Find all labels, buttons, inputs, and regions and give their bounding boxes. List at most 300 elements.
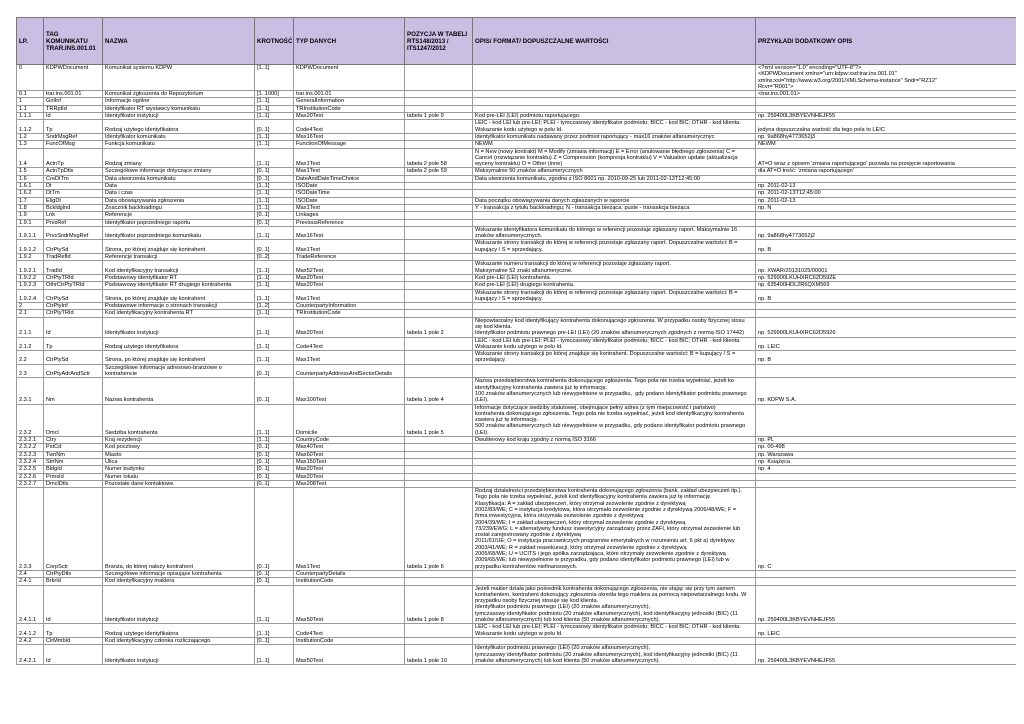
lp-cell: 1.9.1.2 — [17, 240, 44, 254]
tag-cell: CreDtTm — [44, 175, 103, 182]
table-row — [17, 197, 1017, 204]
tag-cell: Id — [44, 645, 103, 665]
typ-danych-cell: CountryCode — [294, 437, 405, 444]
tag-cell: CtrPtyAdrAndSctr — [44, 364, 103, 378]
krotnosc-cell: [0..1] — [255, 578, 294, 585]
table-row — [17, 65, 1017, 91]
opis-cell: Dwuliterowy kod kraju zgodny z normą ISO 3166 — [473, 437, 756, 444]
nazwa-cell: Data — [103, 183, 255, 190]
przyklad-cell: np. Warszawa — [756, 451, 1017, 458]
table-row — [17, 141, 1017, 148]
lp-cell: 0 — [17, 65, 44, 91]
tag-cell: Dt — [44, 183, 103, 190]
przyklad-cell — [756, 310, 1017, 317]
tag-cell: EligDt — [44, 197, 103, 204]
table-row — [17, 317, 1017, 337]
nazwa-cell: Identyfikator instytucji — [103, 113, 255, 120]
opis-cell: NEWM — [473, 141, 756, 148]
lp-cell: 2.3.2.1 — [17, 437, 44, 444]
table-row — [17, 212, 1017, 219]
krotnosc-cell: [0..1] — [255, 444, 294, 451]
lp-cell: 2.3.3 — [17, 488, 44, 571]
krotnosc-cell: [0..1] — [255, 240, 294, 254]
tag-cell: FuncOfMsg — [44, 141, 103, 148]
krotnosc-cell: [0..1] — [255, 570, 294, 577]
nazwa-cell: Identyfikator instytucji — [103, 645, 255, 665]
nazwa-cell: Ulica — [103, 458, 255, 465]
fields-table — [16, 17, 1016, 665]
krotnosc-cell: [1..1] — [255, 351, 294, 365]
lp-cell: 1.2 — [17, 133, 44, 140]
przyklad-cell — [756, 364, 1017, 378]
przyklad-cell: np. 4 — [756, 466, 1017, 473]
lp-cell: 1.1.2 — [17, 120, 44, 134]
opis-cell: Wskazanie strony transakcji do której w referencji pozostaje zgłaszany raport. Dopuszczalne wartości: B = kupujący / S = sprzedający. — [473, 240, 756, 254]
lp-cell: 2.3.2 — [17, 404, 44, 436]
opis-cell: N = New (nowy kontrakt) M = Modify (zmiana informacji) E = Error (anulowanie błędnego zgłoszenia) C = Cancel (rozwiązanie kontraktu) Z = Compression (kompresja kontraktu) V = Valuation update (aktualizacja wyceny kontraktu) O = Other (inne) — [473, 148, 756, 168]
pozycja-cell — [405, 254, 473, 261]
krotnosc-cell: [0..1] — [255, 458, 294, 465]
krotnosc-cell: [1..1] — [255, 289, 294, 303]
typ-danych-cell: ISODate — [294, 183, 405, 190]
pozycja-cell — [405, 240, 473, 254]
typ-danych-cell: Max50Text — [294, 645, 405, 665]
nazwa-cell: Identyfikator poprzedniego raportu — [103, 219, 255, 226]
lp-cell: 2.2 — [17, 351, 44, 365]
opis-cell — [473, 444, 756, 451]
tag-cell: Id — [44, 113, 103, 120]
przyklad-cell: np. N — [756, 204, 1017, 211]
lp-cell: 2.4.2.1 — [17, 645, 44, 665]
pozycja-cell — [405, 451, 473, 458]
tag-cell: TwnNm — [44, 451, 103, 458]
opis-cell: Data początku obowiązywania danych zgłaszanych w raporcie — [473, 197, 756, 204]
lp-cell: 2.1.1 — [17, 317, 44, 337]
typ-danych-cell: Max50Text — [294, 585, 405, 624]
typ-danych-cell: Max20Text — [294, 473, 405, 480]
opis-cell — [473, 254, 756, 261]
przyklad-cell: np. 2011-02-13 — [756, 183, 1017, 190]
krotnosc-cell: [1..1] — [255, 645, 294, 665]
krotnosc-cell: [1..1] — [255, 183, 294, 190]
przyklad-cell: np. 529900LKUHXRC62D592E — [756, 274, 1017, 281]
tag-cell: CtrPtyTRId — [44, 274, 103, 281]
typ-danych-cell: Max20Text — [294, 113, 405, 120]
pozycja-cell — [405, 120, 473, 134]
lp-cell: 2.3.2.7 — [17, 480, 44, 487]
nazwa-cell: Identyfikator RT wystawcy komunikatu — [103, 105, 255, 112]
pozycja-cell: tabela 1 pole 6 — [405, 488, 473, 571]
lp-cell: 2.3.1 — [17, 378, 44, 404]
opis-cell — [473, 578, 756, 585]
opis-cell: Jeżeli makler działa jako pośrednik kontrahenta dokonującego zgłoszenia, nie stając się przy tym samem kontrahentem, kontrahent dokonujący zgłoszenia określa tego maklera za pomocą niepowtarzalnego kodu. W przypadku osoby fizycznej stosuje się kod klienta. Identyfikator podmiotu prawnego (LEI) (20 znaków alfanumerycznych), tymczasowy identyfikator podmiotu (20 znaków alfanumerycznych), kod identyfikacyjny jednostki (BIC) (11 znaków alfanumerycznych) lub kod klienta (50 znaków alfanumerycznych). — [473, 585, 756, 624]
opis-cell: Rodzaj działalności przedsiębiorstwa kontrahenta dokonującego zgłoszenia (bank, zakład ubezpieczeń itp.). Tego pola nie trzeba wypełniać, jeżeli kod identyfikacyjny kontrahenta zawiera już tę informację. Klasyfikacja: A = zakład ubezpieczeń, który otrzymał zezwolenie zgodnie z dyrektywą 2002/83/WE; C = instytucja kredytowa, która otrzymała zezwolenie zgodnie z dyrektywą 2006/48/WE; F = firma inwestycyjna, która otrzymała zezwolenie zgodnie z dyrektywą 2004/39/WE; I = zakład ubezpieczeń, który otrzymał zezwolenie zgodnie z dyrektywą 73/239/EWG; L = alternatywny fundusz inwestycyjny zarządzany przez ZAFI, który otrzymał zezwolenie lub został zarejestrowany zgodnie z dyrektywą 2011/61/UE; O = instytucja pracowniczych programów emerytalnych w rozumieniu art. 6 pkt a) dyrektywy 2003/41/WE; R = zakład reasekuracji, który otrzymał zezwolenie zgodnie z dyrektywą 2005/68/WE; U = UCITS i jego spółka zarządzająca, które otrzymały zezwolenie zgodnie z dyrektywą 2009/65/WE; lub niewypełnione w przypadku, gdy podano identyfikator podmiotu prawnego (LEI) lub w przypadku kontrahentów niefinansowych. — [473, 488, 756, 571]
typ-danych-cell: Max1Text — [294, 289, 405, 303]
przyklad-cell: dla AT=O treść: 'zmiana raportującego' — [756, 168, 1017, 175]
nazwa-cell: Branża, do której należy kontrahent — [103, 488, 255, 571]
pozycja-cell — [405, 98, 473, 105]
opis-cell — [473, 310, 756, 317]
tag-cell: Tp — [44, 624, 103, 638]
typ-danych-cell: ISODate — [294, 197, 405, 204]
table-row — [17, 261, 1017, 275]
table-row — [17, 624, 1017, 638]
opis-cell: Wskazanie identyfikatora komunikatu do którego w referencji pozostaje zgłaszany raport. Maksymalnie 16 znaków alfanumerycznych. — [473, 226, 756, 240]
pozycja-cell — [405, 282, 473, 289]
table-row — [17, 240, 1017, 254]
lp-cell: 1.9.1 — [17, 219, 44, 226]
typ-danych-cell: DateAndDateTimeChoice — [294, 175, 405, 182]
tag-cell: OthrCtrPtyTRId — [44, 282, 103, 289]
lp-cell: 2.1 — [17, 310, 44, 317]
header-przyklad: PRZYKŁAD/ DODATKOWY OPIS — [756, 18, 1017, 65]
pozycja-cell — [405, 570, 473, 577]
krotnosc-cell: [0..1] — [255, 175, 294, 182]
opis-cell — [473, 98, 756, 105]
tag-cell: Tp — [44, 337, 103, 351]
tag-cell: CtrPtySd — [44, 289, 103, 303]
tag-cell: CtrPtyInf — [44, 303, 103, 310]
lp-cell: 1 — [17, 98, 44, 105]
nazwa-cell: Podstawowy identyfikator RT drugiego kontrahenta — [103, 282, 255, 289]
tag-cell: BldgId — [44, 466, 103, 473]
tag-cell: Dmcl — [44, 404, 103, 436]
typ-danych-cell: Max1Text — [294, 240, 405, 254]
nazwa-cell: Kod pocztowy — [103, 444, 255, 451]
przyklad-cell: np. 529900LKUHXRC62D5926 — [756, 317, 1017, 337]
table-row — [17, 378, 1017, 404]
przyklad-cell: np. B — [756, 289, 1017, 303]
nazwa-cell: Szczegółowe informacje adresowo-branżowe o kontrahencie — [103, 364, 255, 378]
krotnosc-cell: [1..1] — [255, 113, 294, 120]
header-pozycja: POZYCJA W TABELI RTS148/2013 / ITS1247/2012 — [405, 18, 473, 65]
tag-cell: CorpSctr — [44, 488, 103, 571]
lp-cell: 2 — [17, 303, 44, 310]
lp-cell: 1.9.1.1 — [17, 226, 44, 240]
typ-danych-cell: Max150Text — [294, 458, 405, 465]
pozycja-cell: tabela 1 pole 10 — [405, 645, 473, 665]
opis-cell: Niepowtarzalny kod identyfikujący kontrahenta dokonującego zgłoszenia. W przypadku osoby fizycznej stosu się kod klienta. Identyfikator podmiotu prawnego pre-LEI (LEI) (20 znaków alfanumerycznych zgodnych z normą ISO 17442) — [473, 317, 756, 337]
nazwa-cell: Kod identyfikacyjny kontrahenta RT — [103, 310, 255, 317]
table-row — [17, 480, 1017, 487]
lp-cell: 1.9.2.2 — [17, 274, 44, 281]
table-row — [17, 254, 1017, 261]
tag-cell: Nm — [44, 378, 103, 404]
spreadsheet — [16, 17, 1016, 719]
opis-cell — [473, 105, 756, 112]
przyklad-cell: AT=O wraz z opisem 'zmiana raportującego' pozwala na przejęcie raportowania — [756, 148, 1017, 168]
nazwa-cell: Podstawowy identyfikator RT — [103, 274, 255, 281]
krotnosc-cell: [1..1] — [255, 337, 294, 351]
pozycja-cell — [405, 444, 473, 451]
przyklad-cell: np. 259400L3KBYEVNHEJF55 — [756, 645, 1017, 665]
pozycja-cell — [405, 310, 473, 317]
nazwa-cell: Szczegółowe informacje dotyczące zmiany — [103, 168, 255, 175]
opis-cell — [473, 458, 756, 465]
opis-cell — [473, 212, 756, 219]
pozycja-cell — [405, 261, 473, 275]
table-row — [17, 585, 1017, 624]
header-krotnosc: KROTNOŚĆ — [255, 18, 294, 65]
opis-cell: Data utworzenia komunikatu, zgodna z ISO 8601 np. 2010-09-25 lub 2011-02-13T12:45:00 — [473, 175, 756, 182]
opis-cell: LEIC - kod LEI lub pre-LEI; PLEI - tymczasowy identyfikator podmiotu; BICC - kod BIC; OTHR - kod klienta. Wskazanie kodu użytego w polu Id. — [473, 624, 756, 638]
tag-cell: TradId — [44, 261, 103, 275]
opis-cell — [473, 183, 756, 190]
opis-cell — [473, 190, 756, 197]
krotnosc-cell: [1..1] — [255, 310, 294, 317]
nazwa-cell: Data obowiązywania zgłoszenia — [103, 197, 255, 204]
tag-cell: Id — [44, 585, 103, 624]
krotnosc-cell: [1..1] — [255, 585, 294, 624]
opis-cell — [473, 570, 756, 577]
header-nazwa: NAZWA — [103, 18, 255, 65]
tag-cell: Tp — [44, 120, 103, 134]
przyklad-cell — [756, 570, 1017, 577]
tag-cell: Id — [44, 317, 103, 337]
opis-cell: Kod pre-LEI (LEI) kontrahenta. — [473, 274, 756, 281]
pozycja-cell — [405, 437, 473, 444]
przyklad-cell: np. 259400L3KBYEVNHEJF55 — [756, 113, 1017, 120]
typ-danych-cell: PreviousReference — [294, 219, 405, 226]
pozycja-cell — [405, 219, 473, 226]
header-tag: TAG KOMUNIKATU TRAR.INS.001.01 — [44, 18, 103, 65]
krotnosc-cell: [1..1000] — [255, 91, 294, 98]
opis-cell — [473, 451, 756, 458]
nazwa-cell: Kod identyfikacyjny transakcji — [103, 261, 255, 275]
nazwa-cell: Nazwa kontrahenta — [103, 378, 255, 404]
table-row — [17, 351, 1017, 365]
krotnosc-cell: [1..1] — [255, 204, 294, 211]
nazwa-cell: Kraj rezydencji — [103, 437, 255, 444]
pozycja-cell — [405, 212, 473, 219]
tag-cell: StrtNm — [44, 458, 103, 465]
table-row — [17, 175, 1017, 182]
opis-cell: Kod pre-LEI (LEI) podmiotu raportującego. — [473, 113, 756, 120]
table-row — [17, 473, 1017, 480]
table-row — [17, 364, 1017, 378]
pozycja-cell — [405, 65, 473, 91]
header-row — [17, 18, 1017, 65]
lp-cell: 1.9.2.1 — [17, 261, 44, 275]
nazwa-cell: Rodzaj zmiany — [103, 148, 255, 168]
przyklad-cell — [756, 254, 1017, 261]
typ-danych-cell: Max1Text — [294, 351, 405, 365]
nazwa-cell: Referencje — [103, 212, 255, 219]
tag-cell: TradRefId — [44, 254, 103, 261]
opis-cell — [473, 91, 756, 98]
krotnosc-cell: [0..1] — [255, 212, 294, 219]
table-row — [17, 113, 1017, 120]
krotnosc-cell: [0..1] — [255, 637, 294, 644]
przyklad-cell: np. XWAR/20131025/00001 — [756, 261, 1017, 275]
opis-cell: Y - transakcja z tytułu backloadingu; N - transakcja bieżąca; puste - transakcja bieżąca — [473, 204, 756, 211]
pozycja-cell: tabela 2 pole 59 — [405, 168, 473, 175]
typ-danych-cell: InstitutionCode — [294, 578, 405, 585]
typ-danych-cell: Max1Text — [294, 168, 405, 175]
tag-cell: PrvsSndrMsgRef — [44, 226, 103, 240]
opis-cell — [473, 473, 756, 480]
tag-cell: CtrPtySd — [44, 240, 103, 254]
nazwa-cell: Identyfikator komunikatu — [103, 133, 255, 140]
typ-danych-cell: Max40Text — [294, 444, 405, 451]
pozycja-cell: tabela 2 pole 58 — [405, 148, 473, 168]
tag-cell: trar.ins.001.01 — [44, 91, 103, 98]
pozycja-cell — [405, 637, 473, 644]
krotnosc-cell: [0..1] — [255, 451, 294, 458]
krotnosc-cell: [1..1] — [255, 226, 294, 240]
przyklad-cell — [756, 212, 1017, 219]
typ-danych-cell: Max100Text — [294, 378, 405, 404]
nazwa-cell: Miasto — [103, 451, 255, 458]
opis-cell — [473, 480, 756, 487]
krotnosc-cell: [1..1] — [255, 197, 294, 204]
table-row — [17, 91, 1017, 98]
typ-danych-cell: TRInstitutionCode — [294, 105, 405, 112]
table-row — [17, 168, 1017, 175]
tag-cell: PrmsId — [44, 473, 103, 480]
pozycja-cell — [405, 624, 473, 638]
lp-cell: 2.4.1 — [17, 578, 44, 585]
opis-cell: Identyfikator komunikatu nadawany przez podmiot raportujący - max16 znaków alfanumerycznyc — [473, 133, 756, 140]
przyklad-cell: np. 635400HDL2R6QXM569 — [756, 282, 1017, 289]
lp-cell: 1.1.1 — [17, 113, 44, 120]
przyklad-cell — [756, 578, 1017, 585]
table-row — [17, 219, 1017, 226]
table-row — [17, 226, 1017, 240]
table-row — [17, 310, 1017, 317]
krotnosc-cell: [0..1] — [255, 466, 294, 473]
header-lp: LP. — [17, 18, 44, 65]
table-row — [17, 133, 1017, 140]
pozycja-cell — [405, 226, 473, 240]
typ-danych-cell: Max16Text — [294, 226, 405, 240]
nazwa-cell: Numer lokalu — [103, 473, 255, 480]
lp-cell: 1.9.2.4 — [17, 289, 44, 303]
opis-cell — [473, 364, 756, 378]
lp-cell: 2.3.2.4 — [17, 458, 44, 465]
przyklad-cell: np. 9a868hy4773652j2 — [756, 226, 1017, 240]
opis-cell: Nazwa przedsiębiorstwa kontrahenta dokonującego zgłoszenia. Tego pola nie trzeba wypełniać, jeżeli ko identyfikacyjny kontrahenta zawiera już tę informację. 100 znaków alfanumerycznych lub niewypełnione w przypadku, gdy podano identyfikator podmiotu prawnego (LEI). — [473, 378, 756, 404]
tag-cell: TRRptId — [44, 105, 103, 112]
nazwa-cell: Kod identyfikacyjny członka rozliczającego — [103, 637, 255, 644]
krotnosc-cell: [0..1] — [255, 473, 294, 480]
przyklad-cell: np. C — [756, 488, 1017, 571]
typ-danych-cell: Max20Text — [294, 466, 405, 473]
pozycja-cell — [405, 289, 473, 303]
pozycja-cell — [405, 133, 473, 140]
krotnosc-cell: [0..1] — [255, 219, 294, 226]
pozycja-cell — [405, 105, 473, 112]
typ-danych-cell: KDPWDocument — [294, 65, 405, 91]
nazwa-cell: Rodzaj użytego identyfikatora — [103, 624, 255, 638]
krotnosc-cell: [1..1] — [255, 437, 294, 444]
nazwa-cell: Identyfikator instytucji — [103, 317, 255, 337]
pozycja-cell — [405, 351, 473, 365]
lp-cell: 2.4.1.2 — [17, 624, 44, 638]
opis-cell: Wskazanie numeru transakcji do której w referencji pozostaje zgłaszany raport. Maksymalnie 52 znaki alfanumeryczne. — [473, 261, 756, 275]
typ-danych-cell: Code4Text — [294, 337, 405, 351]
header-opis: OPIS/ FORMAT/ DOPUSZCZALNE WARTOŚCI — [473, 18, 756, 65]
pozycja-cell — [405, 190, 473, 197]
przyklad-cell — [756, 98, 1017, 105]
lp-cell: 1.6 — [17, 175, 44, 182]
tag-cell: DtTm — [44, 190, 103, 197]
tag-cell: Bckldglnd — [44, 204, 103, 211]
lp-cell: 1.1 — [17, 105, 44, 112]
tag-cell: ActnTp — [44, 148, 103, 168]
table-row — [17, 458, 1017, 465]
typ-danych-cell: Max16Text — [294, 133, 405, 140]
lp-cell: 1.9 — [17, 212, 44, 219]
tag-cell: PrvsRef — [44, 219, 103, 226]
opis-cell: LEIC - kod LEI lub pre-LEI; PLEI - tymczasowy identyfikator podmiotu; BICC - kod BIC; OTHR - kod klienta. Wskazanie kodu użytego w polu Id. — [473, 337, 756, 351]
nazwa-cell: Funkcja komunikatu — [103, 141, 255, 148]
pozycja-cell: tabela 1 pole 8 — [405, 585, 473, 624]
krotnosc-cell: [1..1] — [255, 261, 294, 275]
przyklad-cell — [756, 219, 1017, 226]
typ-danych-cell: FunctionOfMessage — [294, 141, 405, 148]
opis-cell — [473, 303, 756, 310]
nazwa-cell: Podstawowe informacje o stronach transakcji — [103, 303, 255, 310]
typ-danych-cell: Max60Text — [294, 451, 405, 458]
header-typ-danych: TYP DANYCH — [294, 18, 405, 65]
przyklad-cell: np. Książęca — [756, 458, 1017, 465]
krotnosc-cell: [0..1] — [255, 168, 294, 175]
przyklad-cell: np. KDPW S.A. — [756, 378, 1017, 404]
table-row — [17, 578, 1017, 585]
nazwa-cell: Strona, po której znajduje się kontrahent — [103, 240, 255, 254]
table-body — [17, 65, 1017, 665]
lp-cell: 2.4.2 — [17, 637, 44, 644]
typ-danych-cell: Code4Text — [294, 624, 405, 638]
przyklad-cell: np. B — [756, 351, 1017, 365]
nazwa-cell: Strona, po której znajduje się kontrahent — [103, 351, 255, 365]
lp-cell: 1.9.2.3 — [17, 282, 44, 289]
typ-danych-cell: Max52Text — [294, 261, 405, 275]
nazwa-cell: Identyfikator poprzedniego komunikatu — [103, 226, 255, 240]
nazwa-cell: Referencje transakcji — [103, 254, 255, 261]
pozycja-cell — [405, 197, 473, 204]
krotnosc-cell: [1..1] — [255, 65, 294, 91]
lp-cell: 2.3.2.3 — [17, 451, 44, 458]
opis-cell: Kod pre-LEI (LEI) drugiego kontrahenta. — [473, 282, 756, 289]
krotnosc-cell: [1..1] — [255, 317, 294, 337]
krotnosc-cell: [1..1] — [255, 282, 294, 289]
lp-cell: 2.4 — [17, 570, 44, 577]
pozycja-cell: tabela 1 pole 4 — [405, 378, 473, 404]
table-row — [17, 98, 1017, 105]
table-row — [17, 282, 1017, 289]
table-row — [17, 451, 1017, 458]
opis-cell: Maksymalnie 50 znaków alfanumerycznych — [473, 168, 756, 175]
przyklad-cell: np. LEIC — [756, 337, 1017, 351]
tag-cell: BrkrId — [44, 578, 103, 585]
przyklad-cell: <?xml version="1.0" encoding="UTF-8"?> <KDPWDocument xmlns="urn:kdpw:xsd:trar.ins.001.01" xmlns:xsi="http://www.w3.org/2001/XMLSchema-instance" Sndr="RZ12" Rcvr="R001"> — [756, 65, 1017, 91]
lp-cell: 2.3.2.6 — [17, 473, 44, 480]
przyklad-cell: np. PL — [756, 437, 1017, 444]
typ-danych-cell: trar.ins.001.01 — [294, 91, 405, 98]
krotnosc-cell: [1..1] — [255, 404, 294, 436]
table-row — [17, 488, 1017, 571]
pozycja-cell: tabela 1 pole 2 — [405, 317, 473, 337]
nazwa-cell: Data i czas — [103, 190, 255, 197]
table-row — [17, 105, 1017, 112]
typ-danych-cell: CounterpartyAddressAndSectorDetails — [294, 364, 405, 378]
pozycja-cell — [405, 204, 473, 211]
opis-cell — [473, 65, 756, 91]
pozycja-cell — [405, 141, 473, 148]
table-row — [17, 274, 1017, 281]
